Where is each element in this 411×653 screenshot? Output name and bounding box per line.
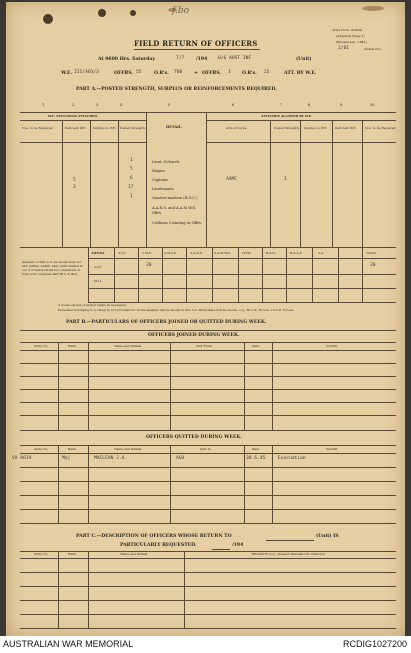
table-col-line [300, 120, 301, 247]
table-rule [20, 481, 396, 482]
table-col-line [118, 120, 119, 247]
fill-line [212, 549, 230, 550]
year-label: /194 [196, 57, 208, 62]
posted-value: 6 [130, 176, 133, 181]
part-c-col-header: Rank. [68, 552, 77, 556]
col-number: 1 [42, 103, 45, 107]
analysis-col-header: A.A. [318, 251, 325, 255]
part-c-unit-label: (Unit) IS [316, 534, 339, 539]
or-label: O.R's. [154, 71, 169, 76]
table-rule [20, 586, 396, 587]
record-id: RCDIG1027200 [342, 639, 407, 649]
we-value: III/A03/3 [74, 70, 99, 75]
table-col-line [238, 247, 239, 302]
table-col-line [362, 247, 363, 302]
table-col-line [170, 342, 171, 430]
table-col-line [272, 342, 273, 430]
table-rule [20, 614, 396, 615]
analysis-total-value: 30 [370, 263, 376, 268]
unit-value: 6/6 AUST INF [218, 56, 252, 61]
table-col-line [146, 112, 147, 247]
col-header: Deficient W.E. [335, 126, 357, 130]
detail-header: DETAIL. [166, 125, 183, 129]
date-line-prefix: At 0600 Hrs. Saturday [98, 57, 156, 62]
part-b-title: PART B.—PARTICULARS OF OFFICERS JOINED OR QUITTED DURING WEEK. [66, 320, 267, 325]
col-header: Nos. to be Required. [22, 126, 54, 130]
part-c-date: /194 [232, 543, 244, 548]
fill-line [266, 540, 314, 541]
col-number: 9 [340, 103, 343, 107]
table-rule [88, 302, 396, 303]
analysis-col-header: C.M.F. [142, 251, 152, 255]
joined-col-header: Rank. [68, 344, 77, 348]
table-col-line [262, 247, 263, 302]
form-page [6, 2, 405, 636]
joined-col-header: Army No. [34, 344, 49, 348]
table-border [20, 330, 396, 331]
or2-label: O.R's. [242, 71, 257, 76]
analysis-col-header: A.A.N.S. [190, 251, 203, 255]
table-col-line [186, 247, 187, 302]
table-col-line [270, 120, 271, 247]
table-rule [20, 509, 396, 510]
table-border [20, 628, 396, 629]
rank-row: A.A.N.S. and A.A.M.W.S. Offrs. [152, 206, 197, 216]
rank-row: Lieut.-Colonels [152, 160, 180, 164]
or2-value: 25 [264, 70, 270, 75]
part-c-col-header: Name and Initials. [120, 552, 149, 556]
col-header: Posted Strength. [274, 126, 300, 130]
offrs-value: 55 [136, 70, 142, 75]
table-col-line [312, 247, 313, 302]
quitted-col-header: Unit To. [200, 447, 213, 451]
table-rule [20, 572, 396, 573]
rank-row: Civilians Counting as Offrs. [152, 221, 203, 225]
col-header: Surplus to W.E. [304, 126, 328, 130]
punch-hole [98, 9, 106, 17]
analysis-col-header: A.I.F. [118, 251, 126, 255]
table-border [20, 342, 396, 343]
posted-value: 1 [130, 158, 133, 163]
table-border [20, 112, 396, 113]
quitted-cause: Evacuation [278, 456, 306, 461]
unit-label: (Unit) [296, 57, 312, 62]
table-rule [20, 415, 396, 416]
form-id: Army Form. W.3008 [332, 28, 363, 32]
table-col-line [58, 445, 59, 523]
pencil-annotation: f.bo [172, 6, 190, 16]
we-excluding-header: W.E. EXCLUDING ATTACHED. [48, 114, 98, 118]
punch-hole [43, 14, 53, 24]
quitted-col-header: CAUSE. [326, 447, 339, 451]
table-col-line [272, 445, 273, 523]
rank-row: Captains [152, 178, 169, 182]
analysis-row-label: A.I.F. [94, 265, 102, 269]
table-col-line [88, 551, 89, 628]
table-rule [88, 274, 396, 275]
table-border [20, 445, 396, 446]
table-col-line [212, 247, 213, 302]
offrs2-label: OFFRS. [202, 71, 222, 76]
date-value: 7/7 [176, 56, 185, 61]
joined-title: OFFICERS JOINED DURING WEEK. [148, 333, 240, 338]
arm-value: AAMC [226, 177, 238, 182]
quitted-col-header: Date. [252, 447, 261, 451]
table-col-line [88, 342, 89, 430]
table-rule [20, 467, 396, 468]
table-rule [20, 376, 396, 377]
col-header: Arm of Corps. [226, 126, 248, 130]
table-col-line [244, 342, 245, 430]
joined-col-header: Name and Initials. [114, 344, 143, 348]
part-c-col-header: Army No. [34, 552, 49, 556]
table-border [20, 247, 396, 248]
col-number: 6 [232, 103, 235, 107]
col-header: Surplus to W.E. [93, 126, 117, 130]
joined-col-header: CAUSE. [326, 344, 339, 348]
table-rule [20, 558, 396, 559]
table-rule [88, 258, 396, 259]
serial-number: 2/81 [338, 46, 350, 51]
analysis-col-header: TOTAL [366, 251, 377, 255]
analysis-note: Analysis of Part A to be shown here for AIF, militia, AAMC. Only units staffed in col. 5 of instructions for completion of form with complete Part B(1) & B(2). [22, 260, 83, 277]
table-col-line [58, 551, 59, 628]
archive-name: AUSTRALIAN WAR MEMORIAL [3, 639, 134, 649]
col-number: 10 [370, 103, 375, 107]
posted-value: 1 [130, 194, 133, 199]
posted-value: 5 [130, 167, 133, 172]
table-rule [20, 402, 396, 403]
part-c-col-header: REASONS (e.g., present whereabouts if known). [252, 552, 326, 556]
quitted-unit: AGH [176, 456, 185, 461]
table-rule [20, 350, 396, 351]
table-border [20, 430, 396, 431]
posted-value: 17 [128, 185, 134, 190]
caption-bar [0, 636, 411, 653]
quitted-army-no: VX 8619 [12, 456, 32, 461]
rank-row: Quarter-masters (R.O.C.) [152, 196, 198, 200]
col-number: 3 [96, 103, 99, 107]
col-number: 2 [72, 103, 75, 107]
table-col-line [332, 120, 333, 247]
quitted-col-header: Name and Initials. [114, 447, 143, 451]
quitted-date: 30.6.45 [246, 456, 266, 461]
quitted-name: MACLEAN J.A. [94, 456, 128, 461]
table-rule [206, 120, 396, 121]
quitted-rank: Maj [62, 456, 71, 461]
quitted-col-header: Army No. [34, 447, 49, 451]
col-header: Nos. to be Required. [365, 126, 397, 130]
table-rule [20, 495, 396, 496]
table-border [20, 523, 396, 524]
table-col-line [206, 112, 207, 247]
quitted-col-header: Rank. [68, 447, 77, 451]
table-col-line [286, 247, 287, 302]
footnote: Personnel belonging to a category not provided for in the analysis will be shown in this Col. Particulars will be shown, e.g., 50 U.K. Forces, 10 N.Z. Forces. [58, 308, 294, 312]
footnote: A dozen should or higher ranks as necessary. [58, 303, 127, 307]
plus-sign: + [194, 71, 198, 76]
table-rule [88, 288, 396, 289]
table-rule [20, 600, 396, 601]
paper-stain [362, 6, 384, 11]
table-col-line [88, 247, 89, 302]
arm-posted-value: 1 [284, 177, 287, 182]
joined-col-header: Date. [252, 344, 261, 348]
table-col-line [114, 247, 115, 302]
quitted-title: OFFICERS QUITTED DURING WEEK. [146, 435, 242, 440]
col-number: 8 [308, 103, 311, 107]
table-rule [20, 453, 396, 454]
joined-col-header: Unit From. [196, 344, 213, 348]
analysis-col-header: A.A.M.W.S. [214, 251, 231, 255]
serial-label: (Serial No.) [364, 47, 382, 51]
or-value: 780 [174, 70, 183, 75]
part-a-title: PART A.—POSTED STRENGTH, SURPLUS OR REINFORCEMENTS REQUIRED. [76, 87, 277, 92]
table-col-line [244, 445, 245, 523]
table-col-line [62, 120, 63, 247]
table-col-line [170, 445, 171, 523]
deficient-value: 5 [73, 178, 76, 183]
analysis-detail-label: DETAIL [92, 251, 105, 255]
analysis-aif-value: 30 [146, 263, 152, 268]
col-number: 5 [168, 103, 171, 107]
punch-hole [130, 10, 136, 16]
analysis-col-header: R.A.N. [266, 251, 276, 255]
col-header: Posted Strength. [120, 126, 146, 130]
att-label: ATT. BY W.E. [284, 71, 317, 76]
rank-row: Lieutenants [152, 187, 174, 191]
table-col-line [362, 120, 363, 247]
part-c-title: PART C.—DESCRIPTION OF OFFICERS WHOSE RETURN TO [76, 534, 232, 539]
table-col-line [138, 247, 139, 302]
form-adapted: (Adapted) (Page 1) [336, 34, 365, 38]
part-c-title-line2: PARTICULARLY REQUESTED. [120, 543, 197, 548]
we-label: W.E. [61, 71, 73, 76]
form-revised: (Revised Jan., 1943) [336, 40, 367, 44]
analysis-col-header: A.W.A.S. [164, 251, 177, 255]
table-rule [206, 142, 396, 143]
deficient-value: 3 [73, 185, 76, 190]
title-underline [134, 49, 260, 50]
col-number: 4 [120, 103, 123, 107]
attached-header: ATTACHED ALLOWED BY W.E. [261, 114, 313, 118]
table-col-line [90, 120, 91, 247]
table-rule [20, 120, 146, 121]
analysis-row-label: M.I.L. [94, 279, 104, 283]
table-rule [20, 363, 396, 364]
col-number: 7 [280, 103, 283, 107]
form-title: FIELD RETURN OF OFFICERS [134, 39, 258, 48]
table-col-line [58, 342, 59, 430]
table-col-line [88, 445, 89, 523]
table-col-line [162, 247, 163, 302]
table-col-line [338, 247, 339, 302]
analysis-col-header: CIVIL. [242, 251, 252, 255]
offrs-label: OFFRS. [114, 71, 134, 76]
offrs2-value: 1 [228, 70, 231, 75]
col-header: Deficient W.E. [65, 126, 87, 130]
table-rule [20, 389, 396, 390]
analysis-col-header: R.A.A.F. [290, 251, 303, 255]
rank-row: Majors [152, 169, 165, 173]
table-rule [20, 142, 146, 143]
table-col-line [184, 551, 185, 628]
